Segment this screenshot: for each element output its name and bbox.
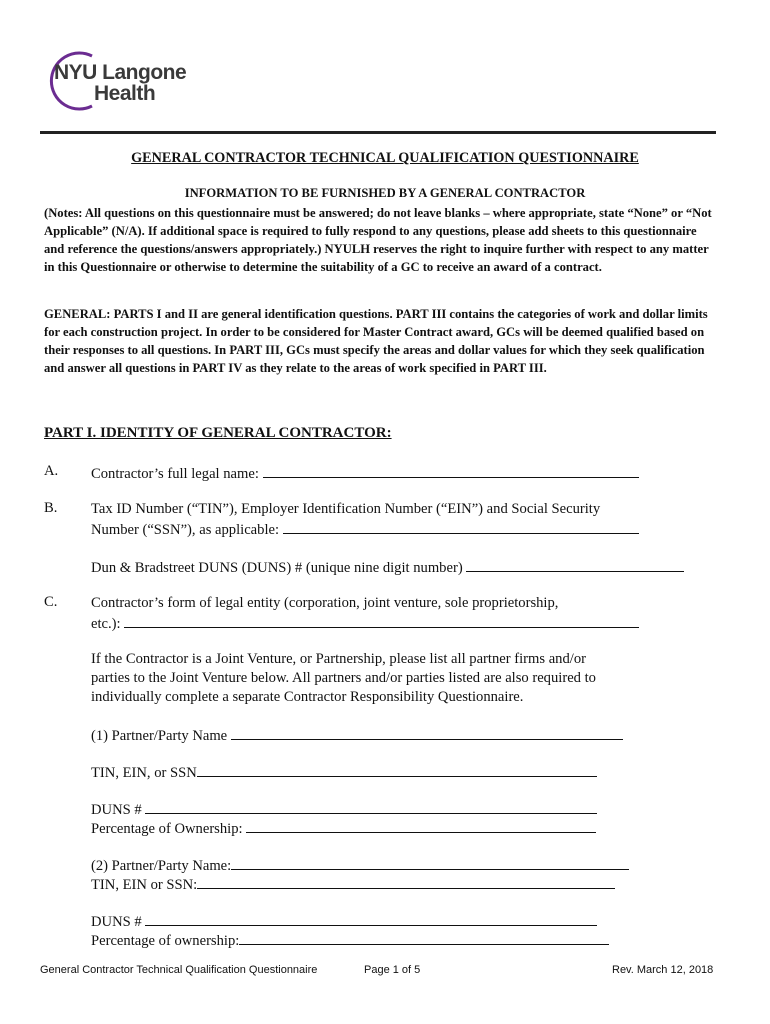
partner1-tin-field[interactable] [197, 762, 597, 777]
entity-field[interactable] [124, 613, 639, 628]
duns-row [91, 557, 684, 578]
tin-label-line1: Tax ID Number (“TIN”), Employer Identification Number (“EIN”) and Social Security [91, 501, 601, 517]
item-a-letter: A. [44, 463, 59, 479]
footer-page-number: Page 1 of 5 [364, 964, 421, 976]
partner1-name-row [91, 725, 623, 746]
notes-paragraph: (Notes: All questions on this questionnaire must be answered; do not leave blanks – where appropriate, state “None” or “Not Applicable” (N/A). If additional space is required to fully respond to any questions, please add sheets to this questionnaire and reference the questions/answers appropriately.) NYULH reserves the right to inquire further with respect to any matter in this Questionnaire or otherwise to determine the suitability of a GC to receive an award of a contract. [44, 206, 712, 274]
item-c-letter: C. [44, 594, 58, 610]
partner2-pct-label: Percentage of ownership: [91, 933, 240, 949]
tin-label-line2: Number (“SSN”), as applicable: [91, 522, 280, 538]
item-c-row [91, 613, 639, 634]
legal-name-field[interactable] [263, 463, 639, 478]
tin-field[interactable] [283, 519, 639, 534]
duns-field[interactable] [466, 557, 684, 572]
partner2-pct-field[interactable] [239, 930, 609, 945]
entity-label-line1: Contractor’s form of legal entity (corporation, joint venture, sole proprietorship, [91, 595, 559, 611]
partner2-tin-row [91, 874, 615, 895]
item-b-letter: B. [44, 500, 58, 516]
partner2-duns-row [91, 911, 597, 932]
partner1-tin-row [91, 762, 597, 783]
partner1-pct-label: Percentage of Ownership: [91, 821, 243, 837]
logo-line1: NYU Langone [54, 61, 187, 84]
partner2-name-field[interactable] [231, 855, 629, 870]
partner1-duns-field[interactable] [145, 799, 597, 814]
partner1-pct-row [91, 818, 596, 839]
item-a-row [91, 463, 639, 484]
partner2-tin-label: TIN, EIN or SSN: [91, 877, 198, 893]
partner1-pct-field[interactable] [246, 818, 596, 833]
document-title: GENERAL CONTRACTOR TECHNICAL QUALIFICATION QUESTIONNAIRE [131, 150, 639, 166]
partner2-name-label: (2) Partner/Party Name: [91, 858, 232, 874]
item-b-row [91, 519, 639, 540]
duns-label: Dun & Bradstreet DUNS (DUNS) # (unique nine digit number) [91, 560, 463, 576]
partner2-duns-label: DUNS # [91, 914, 142, 930]
partner1-name-field[interactable] [231, 725, 623, 740]
nyu-langone-logo [40, 50, 210, 112]
general-paragraph: GENERAL: PARTS I and II are general identification questions. PART III contains the categories of work and dollar limits for each construction project. In order to be considered for Master Contract award, GCs will be deemed qualified based on their responses to all questions. In PART III, GCs must specify the areas and dollar values for which they seek qualification and answer all questions in PART IV as they relate to the areas of work specified in PART III. [44, 307, 708, 375]
jv-text-line2: parties to the Joint Venture below. All partners and/or parties listed are also required to [91, 670, 596, 686]
partner2-duns-field[interactable] [145, 911, 597, 926]
jv-text-line3: individually complete a separate Contractor Responsibility Questionnaire. [91, 689, 524, 705]
footer-doc-name: General Contractor Technical Qualification Questionnaire [40, 964, 318, 976]
partner1-duns-row [91, 799, 597, 820]
partner2-name-row [91, 855, 629, 876]
part1-heading: PART I. IDENTITY OF GENERAL CONTRACTOR: [44, 425, 392, 441]
header-rule [40, 131, 716, 134]
partner2-pct-row [91, 930, 609, 951]
document-subtitle: INFORMATION TO BE FURNISHED BY A GENERAL CONTRACTOR [184, 186, 586, 200]
entity-label-line2: etc.): [91, 616, 121, 632]
partner1-duns-label: DUNS # [91, 802, 142, 818]
jv-text-line1: If the Contractor is a Joint Venture, or Partnership, please list all partner firms and/or [91, 651, 586, 667]
legal-name-label: Contractor’s full legal name: [91, 466, 259, 482]
logo-line2: Health [94, 82, 156, 105]
partner1-name-label: (1) Partner/Party Name [91, 728, 228, 744]
footer-revision: Rev. March 12, 2018 [612, 964, 714, 976]
partner1-tin-label: TIN, EIN, or SSN [91, 765, 197, 781]
partner2-tin-field[interactable] [197, 874, 615, 889]
